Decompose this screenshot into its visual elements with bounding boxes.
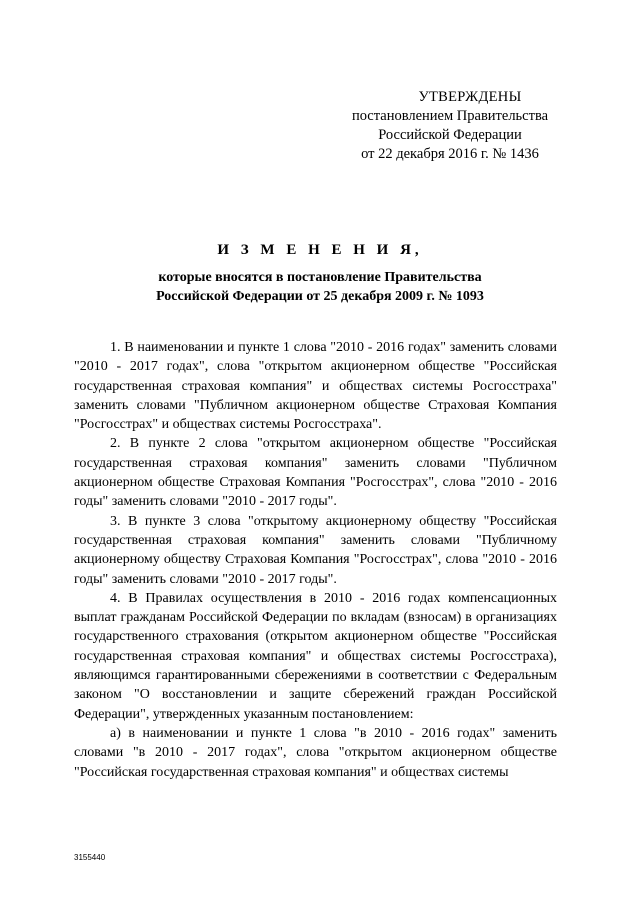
paragraph-2: 2. В пункте 2 слова "открытом акционерном обществе "Российская государственная страховая компания" заменить словами "Публичном акционерном обществе Страховая Компания "Росгосстрах", слова "2010 - 2016 годы" заменить словами "2010 - 2017 годы". <box>74 436 557 510</box>
paragraph-1: 1. В наименовании и пункте 1 слова "2010 - 2016 годах" заменить словами "2010 - 2017 годах", слова "открытом акционерном обществе "Российская государственная страховая компания" и обществах системы Росгосстраха" заменить словами "Публичном акционерном обществе Страховая Компания "Росгосстрах" и обществах системы Росгосстраха". <box>74 340 557 433</box>
approval-line-date-number: от 22 декабря 2016 г. № 1436 <box>361 146 539 162</box>
document-subtitle-line-2: Российской Федерации от 25 декабря 2009 г. № 1093 <box>156 289 484 304</box>
approval-block <box>330 88 570 164</box>
document-subtitle-line-1: которые вносятся в постановление Правительства <box>158 270 482 285</box>
paragraph-4: 4. В Правилах осуществления в 2010 - 2016 годах компенсационных выплат гражданам Российской Федерации по вкладам (взносам) в организациях государственного страхования (открытом акционерном обществе "Российская государственная страховая компания" и обществах системы Росгосстраха), являющимся гарантированными сбережениями в соответствии с Федеральным законом "О восстановлении и защите сбережений граждан Российской Федерации", утвержденных указанным постановлением: <box>74 590 557 722</box>
approved-heading: УТВЕРЖДЕНЫ <box>418 89 522 105</box>
document-number: 3155440 <box>74 853 106 862</box>
document-heading: И З М Е Н Е Н И Я, <box>217 242 423 258</box>
approval-line-resolution: постановлением Правительства <box>351 108 549 124</box>
paragraph-4a: а) в наименовании и пункте 1 слова "в 2010 - 2016 годах" заменить словами "в 2010 - 2017 годах", слова "открытом акционерном обществе "Российская государственная страховая компания" и обществах системы <box>74 725 557 780</box>
document-title-block <box>60 240 580 306</box>
document-body <box>74 338 557 782</box>
paragraph-3: 3. В пункте 3 слова "открытому акционерному обществу "Российская государственная страховая компания" заменить словами "Публичному акционерному обществу Страховая Компания "Росгосстрах", слова "2010 - 2016 годы" заменить словами "2010 - 2017 годы". <box>74 513 557 587</box>
approval-line-federation: Российской Федерации <box>378 127 522 143</box>
